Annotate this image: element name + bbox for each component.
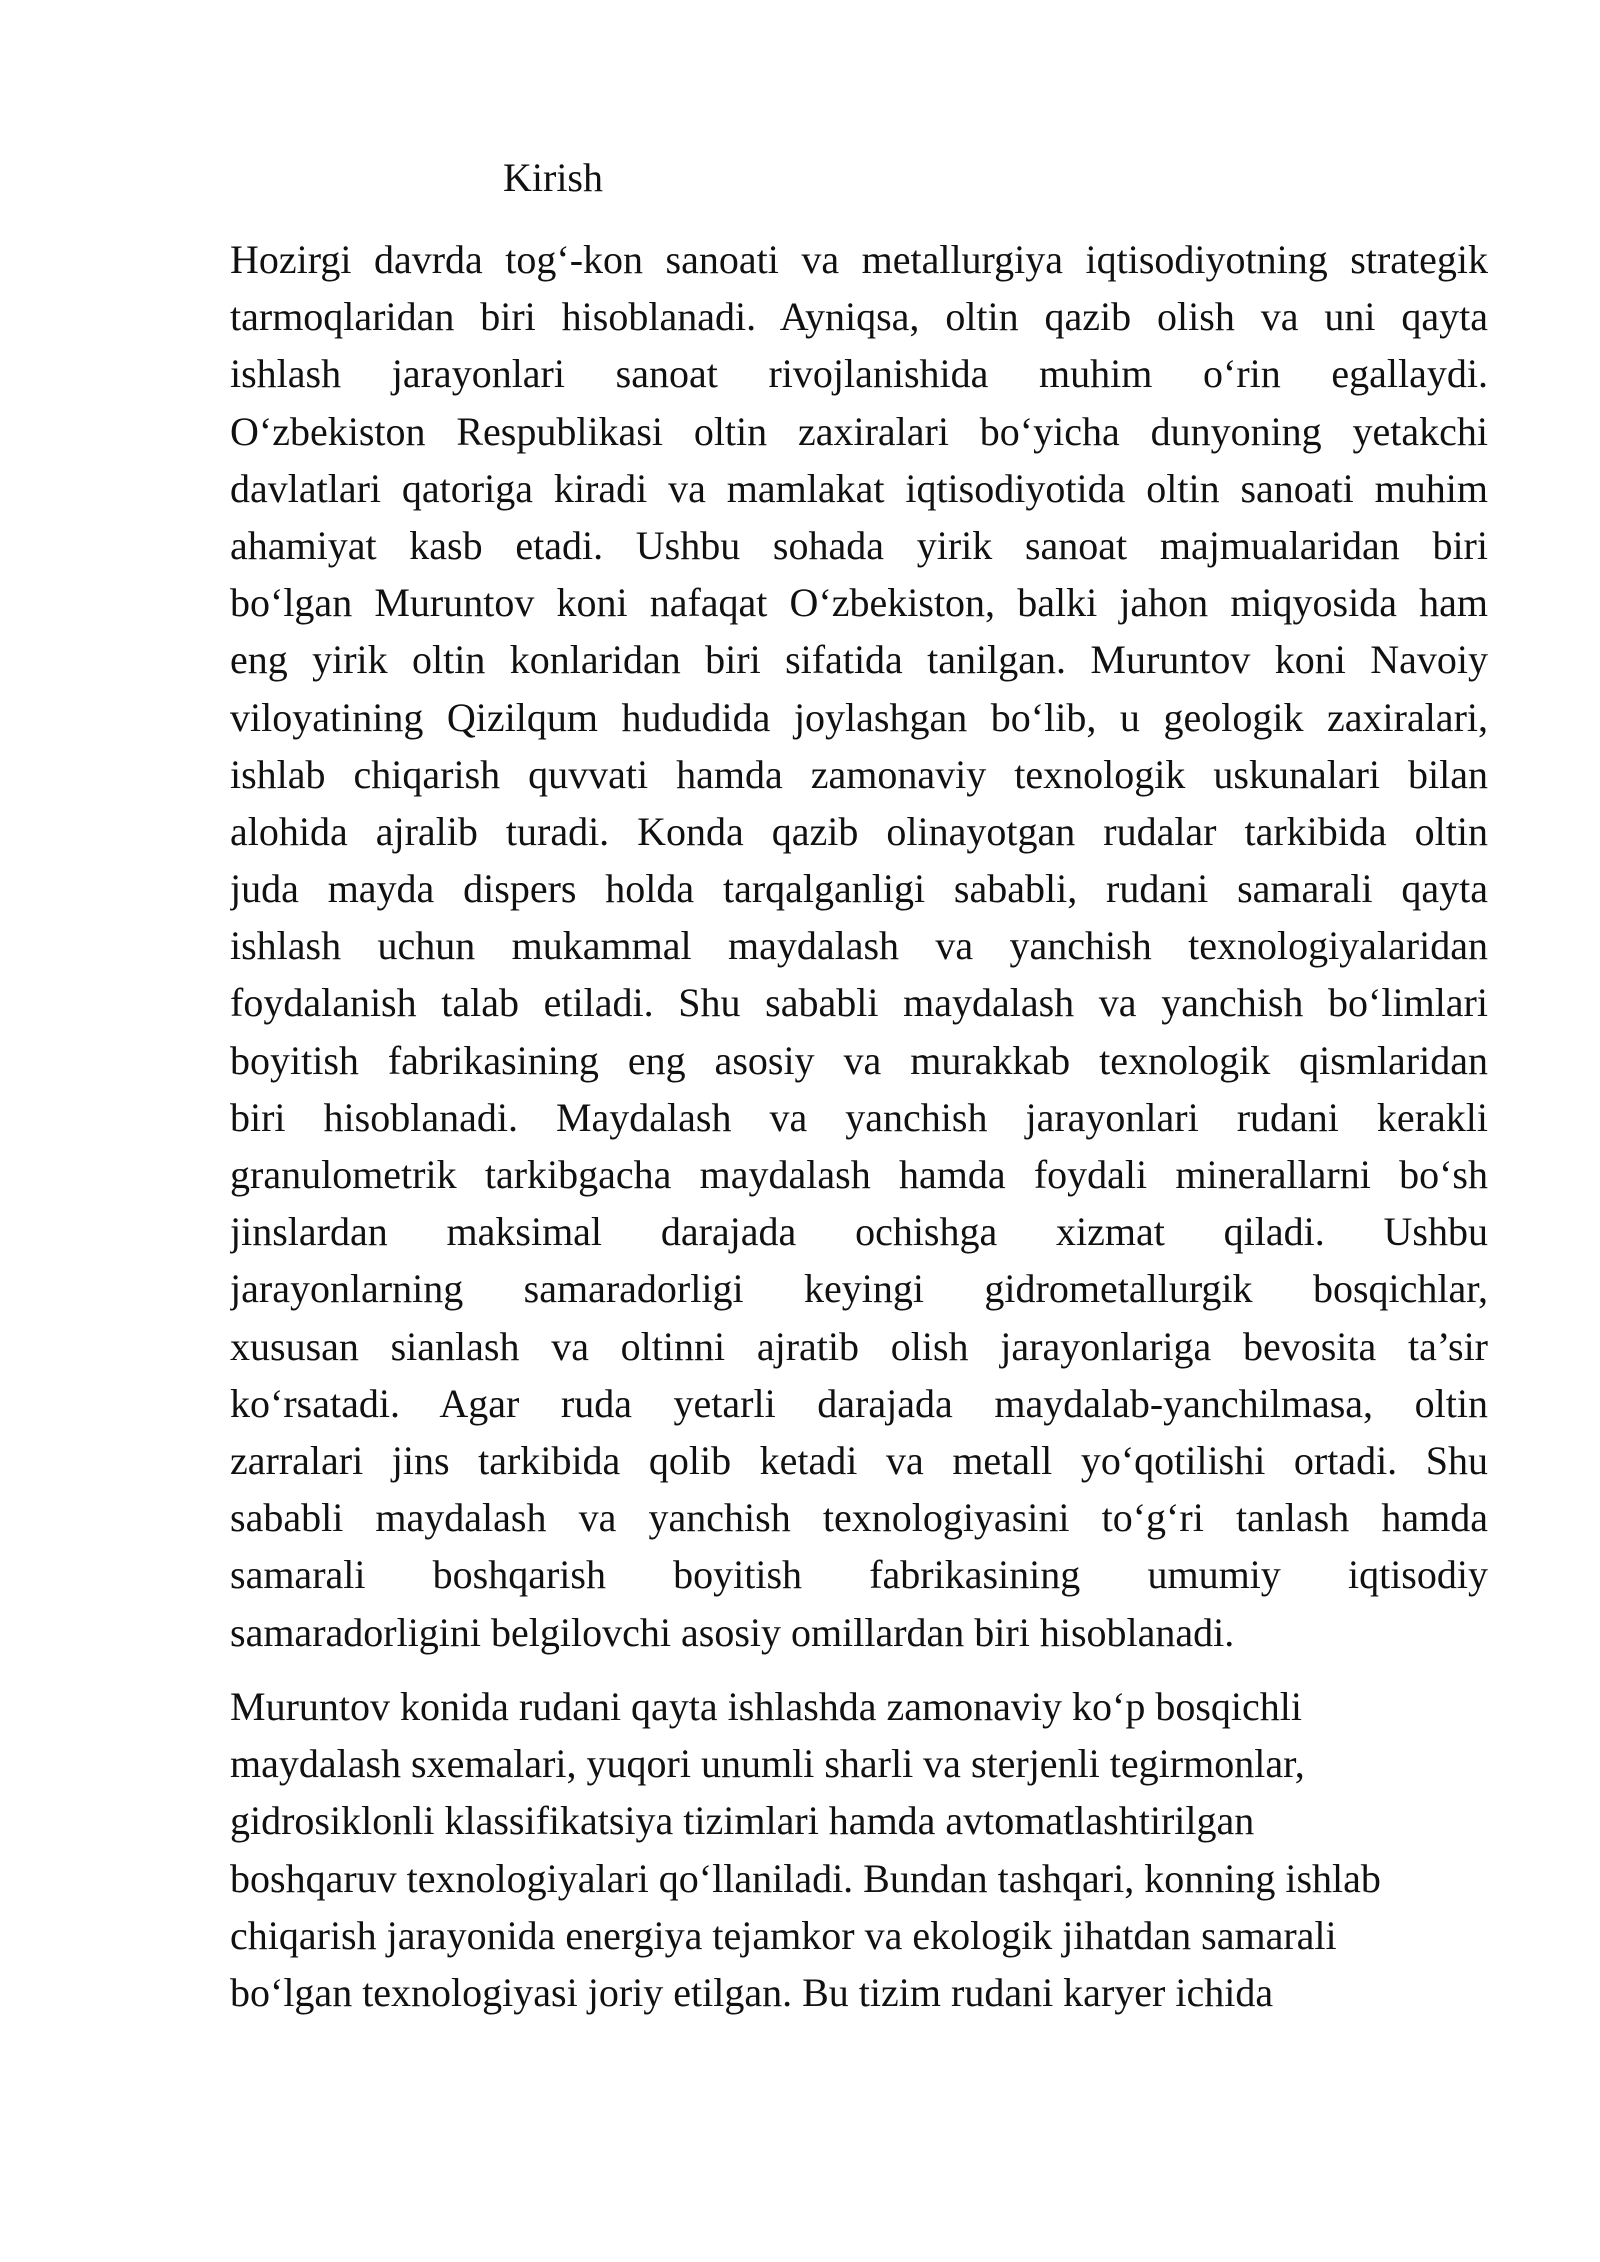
document-title: Kirish	[503, 155, 603, 200]
paragraph-line: alohida ajralib turadi. Konda qazib olinayotgan rudalar tarkibida oltin	[230, 808, 1488, 854]
paragraph-line: foydalanish talab etiladi. Shu sababli maydalash va yanchish bo‘limlari	[230, 980, 1488, 1026]
paragraph-line: chiqarish jarayonida energiya tejamkor va ekologik jihatdan samarali	[230, 1912, 1337, 1958]
paragraph-line: xususan sianlash va oltinni ajratib olish jarayonlariga bevosita ta’sir	[230, 1323, 1488, 1369]
paragraph-line: zarralari jins tarkibida qolib ketadi va metall yo‘qotilishi ortadi. Shu	[230, 1437, 1488, 1483]
paragraph-1	[230, 231, 1488, 1661]
paragraph-line: sababli maydalash va yanchish texnologiyasini to‘g‘ri tanlash hamda	[230, 1495, 1488, 1541]
paragraph-2	[230, 1678, 1488, 2021]
paragraph-line: gidrosiklonli klassifikatsiya tizimlari hamda avtomatlashtirilgan	[230, 1798, 1255, 1844]
paragraph-line: viloyatining Qizilqum hududida joylashgan bo‘lib, u geologik zaxiralari,	[230, 694, 1488, 740]
paragraph-line: O‘zbekiston Respublikasi oltin zaxiralari bo‘yicha dunyoning yetakchi	[230, 408, 1488, 454]
paragraph-line: Muruntov konida rudani qayta ishlashda zamonaviy ko‘p bosqichli	[230, 1684, 1303, 1729]
paragraph-line: jinslardan maksimal darajada ochishga xizmat qiladi. Ushbu	[230, 1209, 1488, 1255]
paragraph-line: Hozirgi davrda tog‘-kon sanoati va metallurgiya iqtisodiyotning strategik	[230, 237, 1488, 282]
paragraph-line: granulometrik tarkibgacha maydalash hamda foydali minerallarni bo‘sh	[230, 1152, 1488, 1197]
paragraph-line: ahamiyat kasb etadi. Ushbu sohada yirik sanoat majmualaridan biri	[230, 522, 1488, 568]
paragraph-line: tarmoqlaridan biri hisoblanadi. Ayniqsa, oltin qazib olish va uni qayta	[230, 294, 1488, 340]
paragraph-line: boshqaruv texnologiyalari qo‘llaniladi. Bundan tashqari, konning ishlab	[230, 1855, 1381, 1901]
paragraph-line: ko‘rsatadi. Agar ruda yetarli darajada maydalab-yanchilmasa, oltin	[230, 1380, 1488, 1426]
paragraph-line: davlatlari qatoriga kiradi va mamlakat iqtisodiyotida oltin sanoati muhim	[230, 465, 1488, 511]
paragraph-line: ishlash uchun mukammal maydalash va yanchish texnologiyalaridan	[230, 923, 1488, 969]
paragraph-line: bo‘lgan texnologiyasi joriy etilgan. Bu tizim rudani karyer ichida	[230, 1970, 1274, 2016]
paragraph-line: juda mayda dispers holda tarqalganligi sababli, rudani samarali qayta	[230, 866, 1488, 912]
paragraph-line: boyitish fabrikasining eng asosiy va murakkab texnologik qismlaridan	[230, 1037, 1488, 1083]
paragraph-line: ishlash jarayonlari sanoat rivojlanishida muhim o‘rin egallaydi.	[230, 351, 1488, 397]
paragraph-line: samarali boshqarish boyitish fabrikasining umumiy iqtisodiy	[230, 1552, 1488, 1598]
paragraph-line: samaradorligini belgilovchi asosiy omillardan biri hisoblanadi.	[230, 1609, 1235, 1655]
paragraph-line: ishlab chiqarish quvvati hamda zamonaviy texnologik uskunalari bilan	[230, 751, 1488, 797]
paragraph-line: eng yirik oltin konlaridan biri sifatida tanilgan. Muruntov koni Navoiy	[230, 637, 1488, 683]
paragraph-line: biri hisoblanadi. Maydalash va yanchish jarayonlari rudani kerakli	[230, 1094, 1488, 1140]
paragraph-line: bo‘lgan Muruntov koni nafaqat O‘zbekiston, balki jahon miqyosida ham	[230, 580, 1488, 626]
paragraph-line: maydalash sxemalari, yuqori unumli sharli va sterjenli tegirmonlar,	[230, 1741, 1305, 1787]
paragraph-line: jarayonlarning samaradorligi keyingi gidrometallurgik bosqichlar,	[230, 1266, 1488, 1312]
